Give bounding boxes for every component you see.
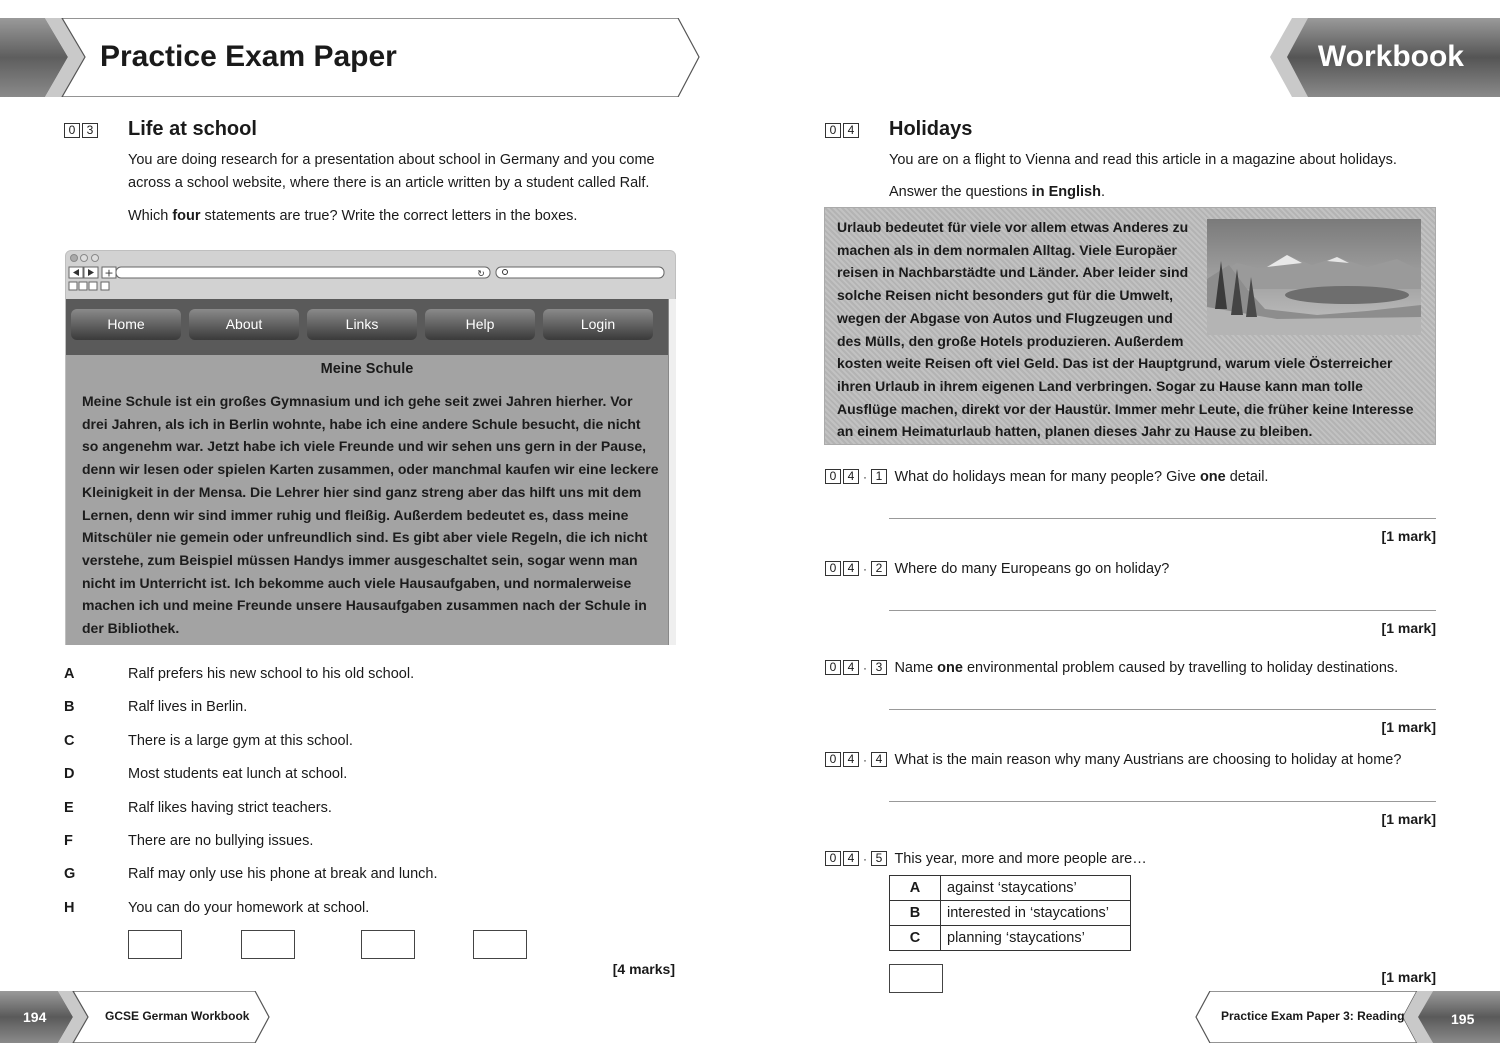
statement-letter: F [64, 832, 73, 849]
qnum-digit: 2 [871, 561, 887, 576]
section-title-life-at-school: Life at school [128, 118, 257, 140]
header-right-banner [1270, 18, 1500, 97]
option-row-c [890, 926, 1131, 951]
footer-book-title: GCSE German Workbook [105, 1009, 250, 1023]
option-text: planning ‘staycations’ [941, 926, 1131, 951]
page-title: Practice Exam Paper [100, 40, 397, 73]
nav-home-button[interactable]: Home [71, 309, 181, 340]
answer-box-3[interactable] [361, 930, 415, 959]
browser-content [66, 355, 668, 645]
footer-right [1195, 991, 1500, 1043]
statement-text: There are no bullying issues. [128, 832, 314, 849]
question-04-5 [825, 848, 1445, 871]
question-04-3 [825, 657, 1445, 680]
article-text: Urlaub bedeutet für viele vor allem etwas Anderes zu machen als in dem normalen Alltag. Viele Europäer reisen in Nachbarstädte und Länder. Aber leider sind solche Reisen nicht besonders gut für die Umwelt, wegen der Abgase von Autos und Flugzeugen und des Mülls, den große Hotels produzieren. Außerdem kosten weite Reisen oft viel Geld. Das ist der Hauptgrund, warum viele Österreicher ihren Urlaub in ihrem eigenen Land verbringen. Sogar zu Hause kann man tolle Ausflüge machen, direkt vor der Haustür. Immer mehr Leute, die früher keine Interesse an einem Heimaturlaub hatten, planen dieses Jahr zu Hause zu bleiben. [837, 219, 1414, 440]
qnum-digit: 0 [825, 851, 841, 866]
subq-number [825, 469, 889, 484]
statement-text: Most students eat lunch at school. [128, 766, 348, 783]
subq-text: Where do many Europeans go on holiday? [894, 561, 1170, 577]
statement-g [64, 866, 684, 899]
statement-text: You can do your homework at school. [128, 899, 370, 916]
landscape-photo [1207, 219, 1421, 335]
answer-line-4[interactable] [889, 801, 1436, 802]
q4-instruction-bold: in English [1031, 184, 1101, 200]
workbook-title: Workbook [1317, 40, 1464, 73]
answer-line-3[interactable] [889, 709, 1436, 710]
statement-a [64, 666, 684, 699]
answer-line-2[interactable] [889, 610, 1436, 611]
answer-box-2[interactable] [241, 930, 295, 959]
subq-text-part: detail. [1225, 469, 1269, 485]
statement-d [64, 766, 684, 799]
qnum-dot: · [863, 851, 867, 866]
footer-page-number-left: 194 [23, 1009, 47, 1025]
q4-3-marks: [1 mark] [1381, 719, 1436, 735]
option-letter: B [890, 901, 941, 926]
question-04-1 [825, 466, 1445, 489]
statement-text: Ralf may only use his phone at break and lunch. [128, 866, 438, 883]
q4-5-marks: [1 mark] [1381, 969, 1436, 985]
nav-help-button[interactable]: Help [425, 309, 535, 340]
svg-text:+: + [104, 266, 114, 280]
subq-text-part: Name [894, 660, 938, 676]
footer-paper-title: Practice Exam Paper 3: Reading [1221, 1009, 1405, 1023]
subq-number [825, 851, 889, 866]
q3-intro: You are doing research for a presentation about school in Germany and you come across a school website, where there is an article written by a student called Ralf. [128, 152, 655, 191]
q3-instruction-part: Which [128, 208, 173, 224]
qnum-digit: 4 [843, 660, 859, 675]
qnum-digit: 5 [871, 851, 887, 866]
qnum-digit: 3 [871, 660, 887, 675]
qnum-digit: 4 [871, 752, 887, 767]
qnum-digit: 4 [843, 561, 859, 576]
footer-page-number-right: 195 [1451, 1011, 1475, 1027]
statement-h [64, 900, 684, 933]
statements-list [64, 666, 684, 933]
qnum-digit: 4 [843, 752, 859, 767]
q4-instruction-part: Answer the questions [889, 184, 1032, 200]
option-row-b [890, 901, 1131, 926]
subq-number [825, 752, 889, 767]
statement-text: Ralf likes having strict teachers. [128, 799, 332, 816]
qnum-dot: · [863, 561, 867, 576]
webpage-title: Meine Schule [320, 361, 414, 377]
qnum-digit: 4 [843, 851, 859, 866]
subq-text: What is the main reason why many Austrians are choosing to holiday at home? [894, 752, 1402, 768]
statement-letter: E [64, 799, 74, 816]
browser-scrollbar[interactable] [668, 299, 676, 645]
answer-box-4[interactable] [473, 930, 527, 959]
question-number-03 [64, 123, 100, 138]
q3-instruction-bold: four [172, 208, 201, 224]
subq-text-bold: one [937, 660, 963, 676]
option-letter: C [890, 926, 941, 951]
answer-line-1[interactable] [889, 518, 1436, 519]
q4-intro: You are on a flight to Vienna and read this article in a magazine about holidays. [889, 152, 1397, 168]
question-04-2 [825, 558, 1445, 581]
statement-letter: A [64, 666, 75, 682]
statement-c [64, 733, 684, 766]
qnum-digit: 4 [843, 123, 859, 138]
q3-instruction-part: statements are true? Write the correct letters in the boxes. [200, 208, 578, 224]
q4-instruction-part: . [1100, 184, 1105, 200]
subq-text [894, 469, 1268, 485]
statement-letter: H [64, 899, 75, 916]
statement-letter: B [64, 699, 75, 716]
statement-text: Ralf prefers his new school to his old school. [128, 666, 415, 682]
statement-b [64, 699, 684, 732]
answer-box-1[interactable] [128, 930, 182, 959]
browser-nav-bar [66, 299, 668, 355]
statement-f [64, 833, 684, 866]
statement-e [64, 800, 684, 833]
option-row-a [890, 876, 1131, 901]
mountain-lake-image [1207, 219, 1421, 335]
qnum-dot: · [863, 660, 867, 675]
q4-1-marks: [1 mark] [1381, 528, 1436, 544]
qnum-dot: · [863, 469, 867, 484]
webpage-article: Meine Schule ist ein großes Gymnasium und ich gehe seit zwei Jahren hierher. Vor drei Jahren, als ich in Berlin wohnte, habe ich eine andere Schule besucht, die nicht so angenehm war. Jetzt habe ich viele Freunde und wir sehen uns gern in der Pause, denn wir lesen oder spielen Karten zusammen, oder manchmal kaufen wir eine leckere Kleinigkeit in der Mensa. Die Lehrer hier sind ganz streng aber das hilft uns mit dem Lernen, denn wir sind immer ruhig und fleißig. Außerdem bedeutet es, dass meine Mitschüler nie gemein oder unfreundlich sind. Es gibt aber viele Regeln, die ich nicht verstehe, zum Beispiel müssen Handys immer ausgeschaltet sein, sogar wenn man nicht im Unterricht ist. Ich bekomme auch viele Hausaufgaben, und normalerweise machen ich und meine Freunde unsere Hausaufgaben zusammen nach der Schule in der Bibliothek. [82, 393, 659, 637]
qnum-digit: 0 [825, 660, 841, 675]
q4-4-marks: [1 mark] [1381, 811, 1436, 827]
option-text: interested in ‘staycations’ [941, 901, 1131, 926]
q3-instruction [128, 205, 688, 228]
statement-letter: G [64, 866, 76, 883]
subq-number [825, 660, 889, 675]
holiday-article [824, 207, 1436, 445]
answer-box-04-5[interactable] [889, 964, 943, 993]
subq-number [825, 561, 889, 576]
qnum-digit: 1 [871, 469, 887, 484]
question-04-4 [825, 749, 1445, 772]
statement-letter: D [64, 766, 75, 783]
qnum-dot: · [863, 752, 867, 767]
nav-login-button[interactable]: Login [543, 309, 653, 340]
statement-letter: C [64, 732, 75, 749]
qnum-digit: 0 [825, 561, 841, 576]
nav-links-button[interactable]: Links [307, 309, 417, 340]
question-number-04 [825, 123, 861, 138]
section-title-holidays: Holidays [889, 118, 973, 140]
options-table [889, 875, 1131, 951]
browser-chrome [66, 251, 666, 299]
subq-text-bold: one [1199, 469, 1226, 485]
subq-text-part: environmental problem caused by travelling to holiday destinations. [962, 660, 1399, 676]
svg-text:↻: ↻ [477, 269, 485, 280]
header-left-banner [0, 18, 700, 97]
option-letter: A [890, 876, 941, 901]
qnum-digit: 0 [825, 752, 841, 767]
q4-instruction [889, 181, 1449, 204]
qnum-digit: 4 [843, 469, 859, 484]
statement-text: There is a large gym at this school. [128, 732, 353, 749]
q3-marks: [4 marks] [612, 961, 675, 977]
q4-2-marks: [1 mark] [1381, 620, 1436, 636]
qnum-digit: 3 [82, 123, 98, 138]
footer-left [0, 991, 270, 1043]
option-text: against ‘staycations’ [941, 876, 1131, 901]
subq-text: This year, more and more people are… [894, 851, 1147, 867]
subq-text [894, 660, 1398, 676]
qnum-digit: 0 [64, 123, 80, 138]
qnum-digit: 0 [825, 123, 841, 138]
browser-window [65, 250, 676, 645]
subq-text-part: What do holidays mean for many people? Give [894, 469, 1200, 485]
nav-about-button[interactable]: About [189, 309, 299, 340]
statement-text: Ralf lives in Berlin. [128, 699, 248, 716]
qnum-digit: 0 [825, 469, 841, 484]
